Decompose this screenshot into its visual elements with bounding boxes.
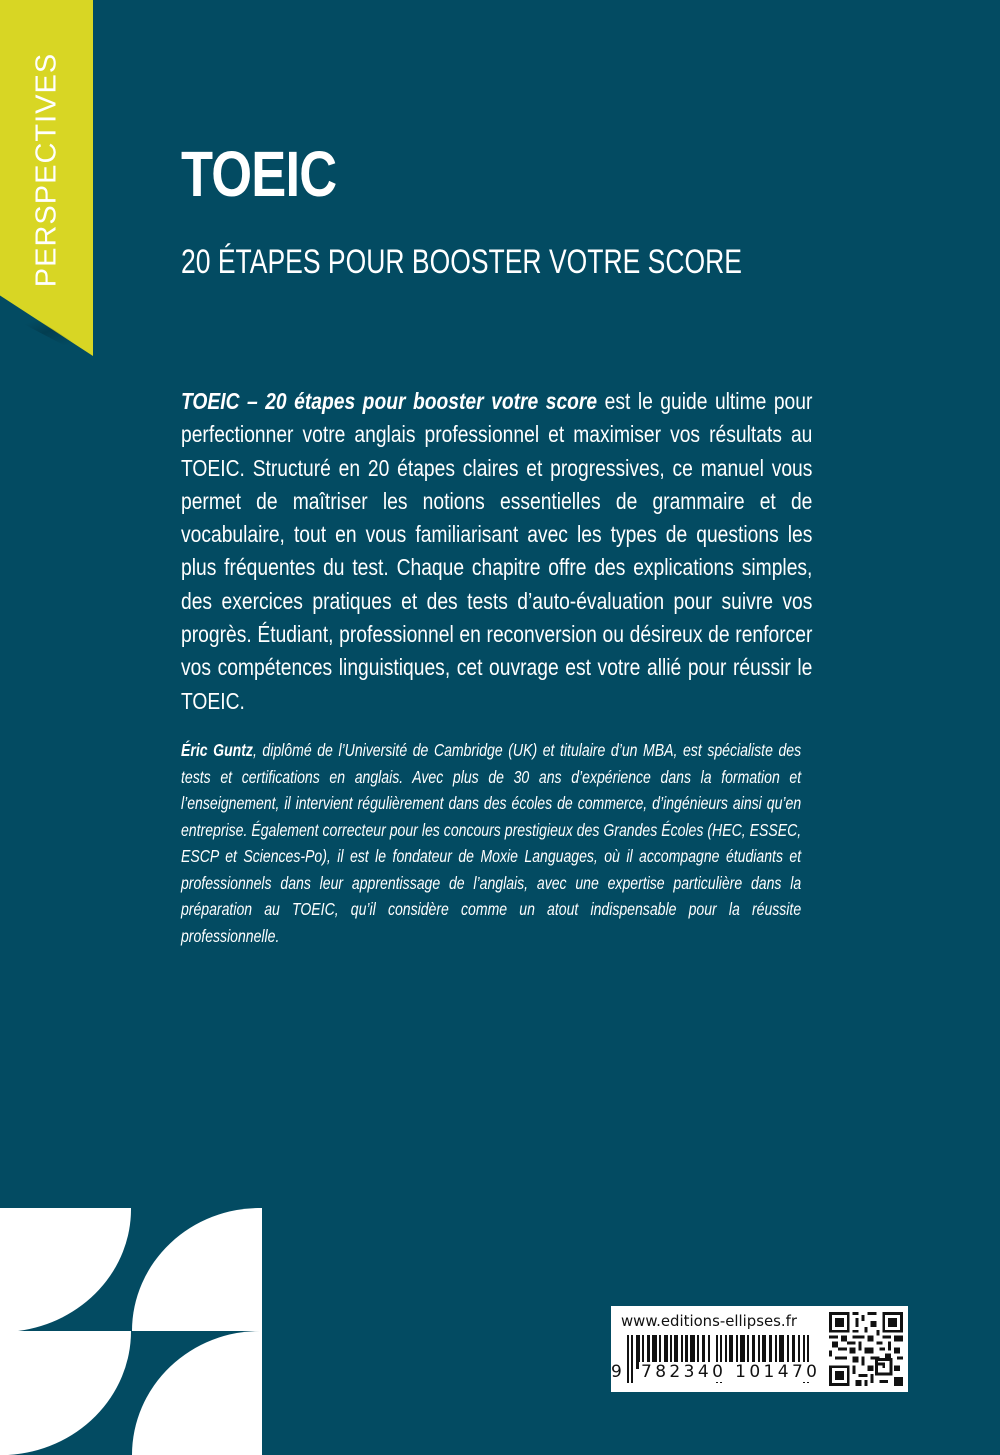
author-name: Éric Guntz	[181, 740, 253, 760]
qr-code-icon[interactable]	[829, 1312, 903, 1386]
publisher-url[interactable]: www.editions-ellipses.fr	[621, 1312, 797, 1330]
book-title: TOEIC	[181, 138, 337, 210]
isbn-digits: 782340 101470	[641, 1362, 821, 1382]
book-description	[181, 385, 812, 718]
series-label: PERSPECTIVES	[30, 52, 63, 288]
decorative-shapes	[0, 1208, 262, 1455]
publisher-barcode-box	[611, 1306, 908, 1392]
author-bio	[181, 737, 801, 949]
isbn-first-digit: 9	[611, 1362, 626, 1382]
description-body: est le guide ultime pour perfectionner votre anglais professionnel et maximiser vos résultats au TOEIC. Structuré en 20 étapes claires et progressives, ce manuel vous permet de maîtriser les notions essentielles de grammaire et de vocabulaire, tout en vous familiarisant avec les types de questions les plus fréquentes du test. Chaque chapitre offre des explications simples, des exercices pratiques et des tests d’auto-évaluation pour suivre vos progrès. Étudiant, professionnel en reconversion ou désireux de renforcer vos compétences linguistiques, cet ouvrage est votre allié pour réussir le TOEIC.	[181, 388, 813, 714]
description-lead: TOEIC – 20 étapes pour booster votre score	[181, 388, 598, 414]
book-subtitle: 20 ÉTAPES POUR BOOSTER VOTRE SCORE	[181, 243, 742, 281]
author-bio-body: , diplômé de l’Université de Cambridge (UK) et titulaire d’un MBA, est spécialiste des tests et certifications en anglais. Avec plus de 30 ans d’expérience dans la formation et l’enseignement, il intervient régulièrement dans des écoles de commerce, d’ingénieurs ainsi qu’en entreprise. Également correcteur pour les concours prestigieux des Grandes Écoles (HEC, ESSEC, ESCP et Sciences-Po), il est le fondateur de Moxie Languages, où il accompagne étudiants et professionnels dans leur apprentissage de l’anglais, avec une expertise particulière dans la préparation au TOEIC, qu’il considère comme un atout indispensable pour la réussite professionnelle.	[181, 740, 802, 946]
